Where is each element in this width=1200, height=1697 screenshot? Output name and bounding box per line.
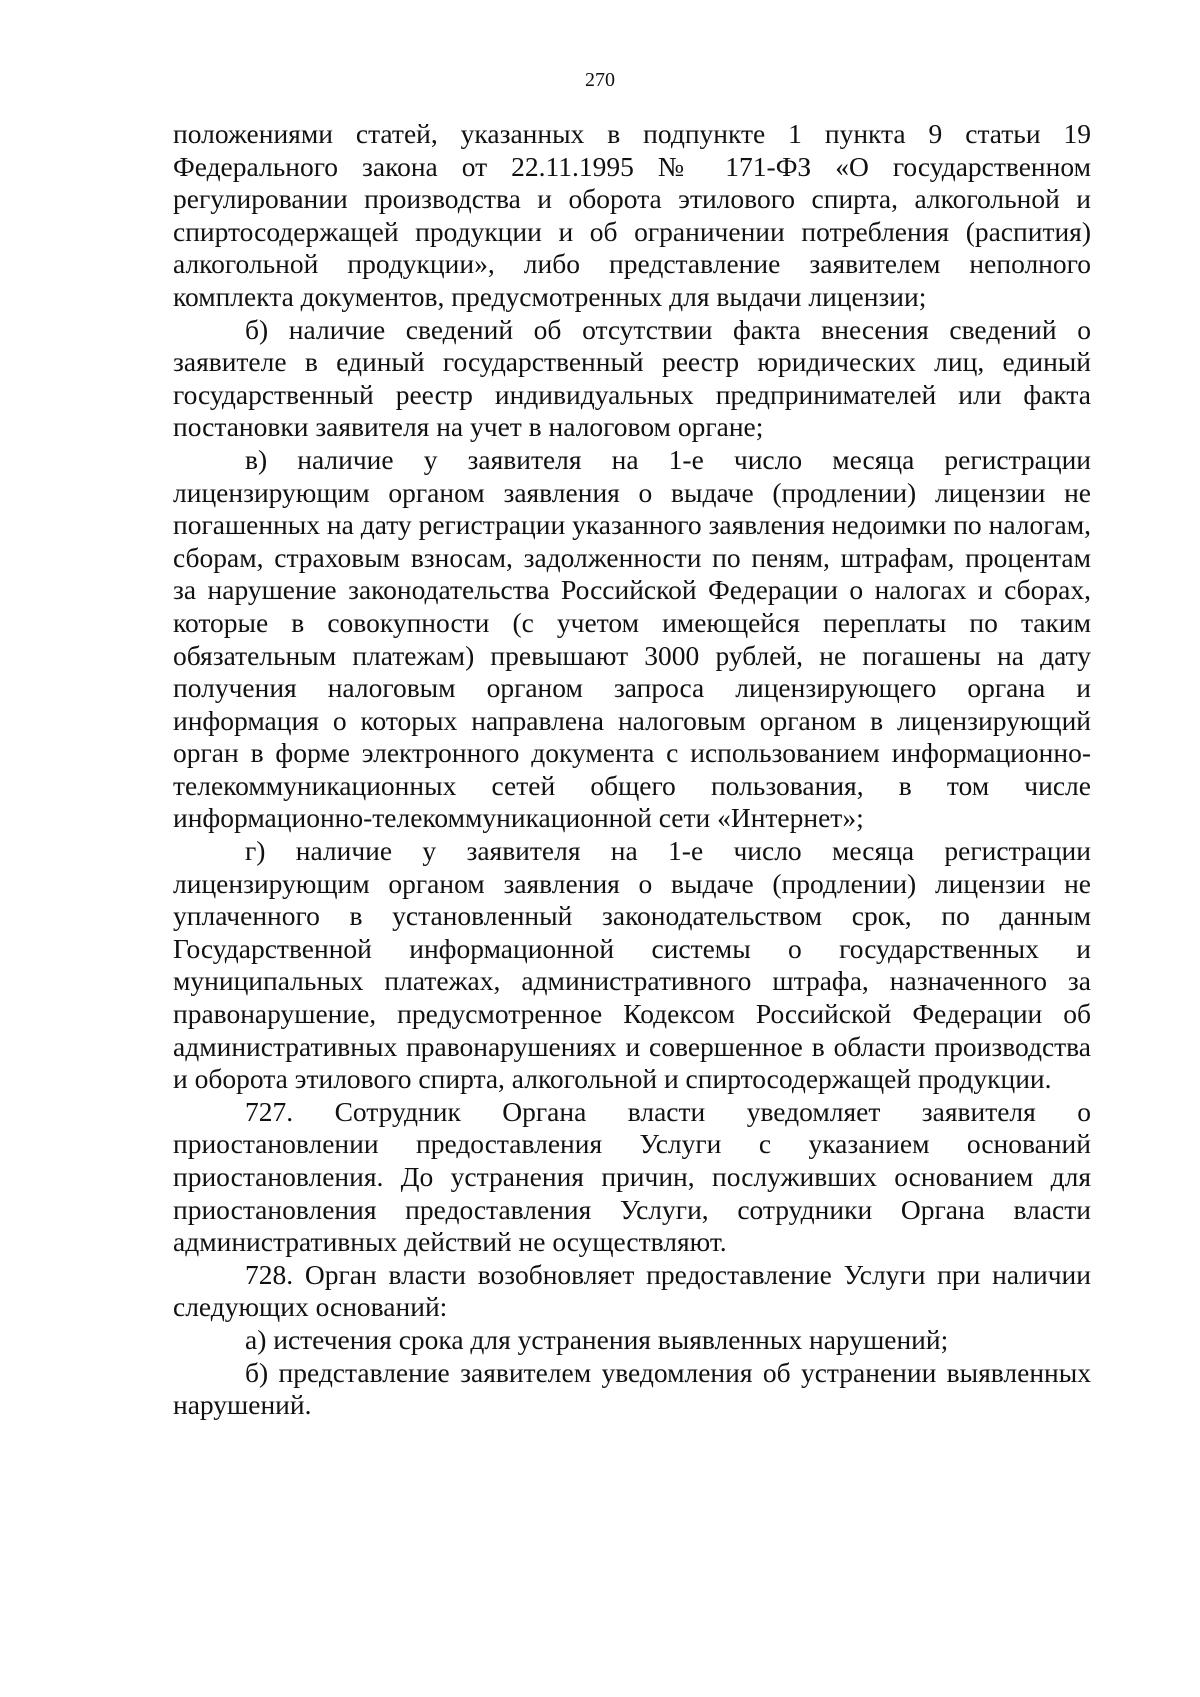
paragraph-728-item-b: б) представление заявителем уведомления об устранении выявленных нарушений. [173,1356,1091,1421]
paragraph-item-v: в) наличие у заявителя на 1-е число месяца регистрации лицензирующим органом заявления о выдаче (продлении) лицензии не погашенных на дату регистрации указанного заявления недоимки по налогам, сборам, страховым взносам, задолженности по пеням, штрафам, процентам за нарушение законодательства Российской Федерации о налогах и сборах, которые в совокупности (с учетом имеющейся переплаты по таким обязательным платежам) превышают 3000 рублей, не погашены на дату получения налоговым органом запроса лицензирующего органа и информация о которых направлена налоговым органом в лицензирующий орган в форме электронного документа с использованием информационно-телекоммуникационных сетей общего пользования, в том числе информационно-телекоммуникационной сети «Интернет»; [173,443,1091,834]
paragraph-continuation: положениями статей, указанных в подпункте 1 пункта 9 статьи 19 Федерального закона от 22.11.1995 № 171-ФЗ «О государственном регулировании производства и оборота этилового спирта, алкогольной и спиртосодержащей продукции и об ограничении потребления (распития) алкогольной продукции», либо представление заявителем неполного комплекта документов, предусмотренных для выдачи лицензии; [173,118,1091,312]
paragraph-item-g: г) наличие у заявителя на 1-е число месяца регистрации лицензирующим органом заявления о выдаче (продлении) лицензии не уплаченного в установленный законодательством срок, по данным Государственной информационной системы о государственных и муниципальных платежах, административного штрафа, назначенного за правонарушение, предусмотренное Кодексом Российской Федерации об административных правонарушениях и совершенное в области производства и оборота этилового спирта, алкогольной и спиртосодержащей продукции. [173,835,1091,1095]
paragraph-728-item-a: а) истечения срока для устранения выявленных нарушений; [245,1323,949,1355]
page-number: 270 [585,69,615,91]
paragraph-item-b: б) наличие сведений об отсутствии факта внесения сведений о заявителе в единый государственный реестр юридических лиц, единый государственный реестр индивидуальных предпринимателей или факта постановки заявителя на учет в налоговом органе; [173,313,1091,443]
paragraph-727: 727. Сотрудник Органа власти уведомляет заявителя о приостановлении предоставления Услуги с указанием оснований приостановления. До устранения причин, послуживших основанием для приостановления предоставления Услуги, сотрудники Органа власти административных действий не осуществляют. [173,1095,1091,1258]
document-body [173,118,1091,1422]
paragraph-728: 728. Орган власти возобновляет предоставление Услуги при наличии следующих оснований: [173,1258,1091,1323]
